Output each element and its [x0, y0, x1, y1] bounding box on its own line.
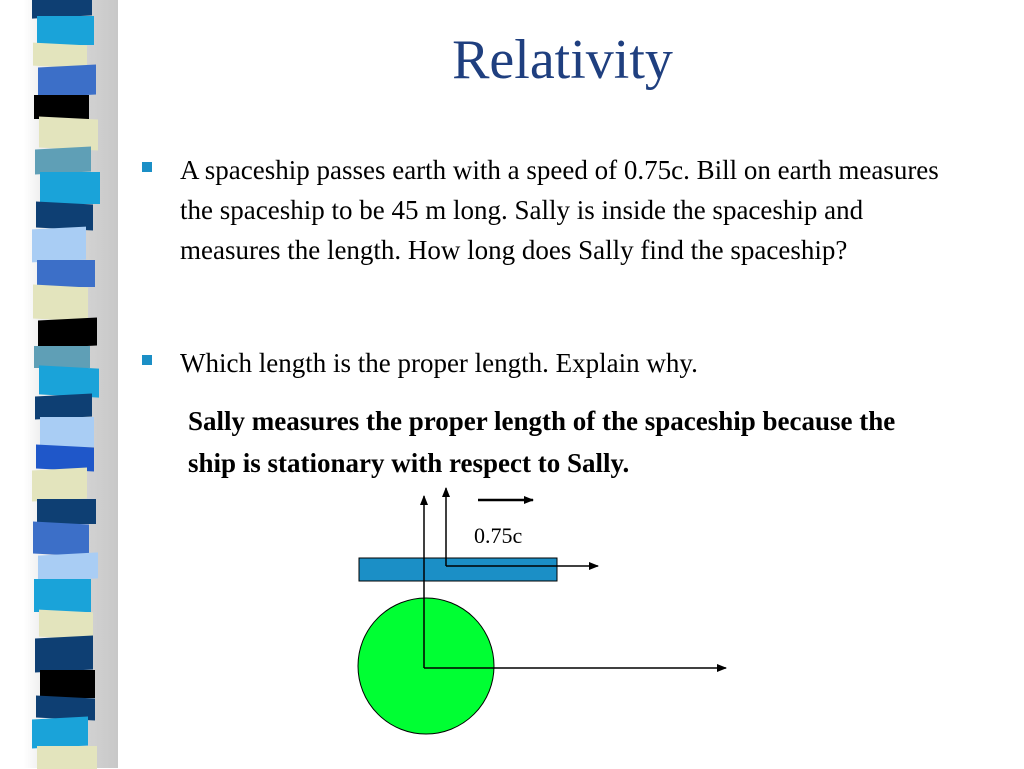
slide-title: Relativity [452, 29, 673, 91]
velocity-label: 0.75c [474, 523, 523, 548]
spaceship-rectangle [359, 558, 557, 581]
answer-text: Sally measures the proper length of the spaceship because the ship is stationary with respect to Sally. [188, 406, 896, 478]
earth-circle [358, 598, 494, 734]
bullet-text-1: A spaceship passes earth with a speed of 0.75c. Bill on earth measures the spaceship to be 45 m long. Sally is inside the spaceship and measures the length. How long does Sally find the spaceship? [180, 155, 939, 265]
bullet-text-2: Which length is the proper length. Explain why. [180, 348, 698, 378]
